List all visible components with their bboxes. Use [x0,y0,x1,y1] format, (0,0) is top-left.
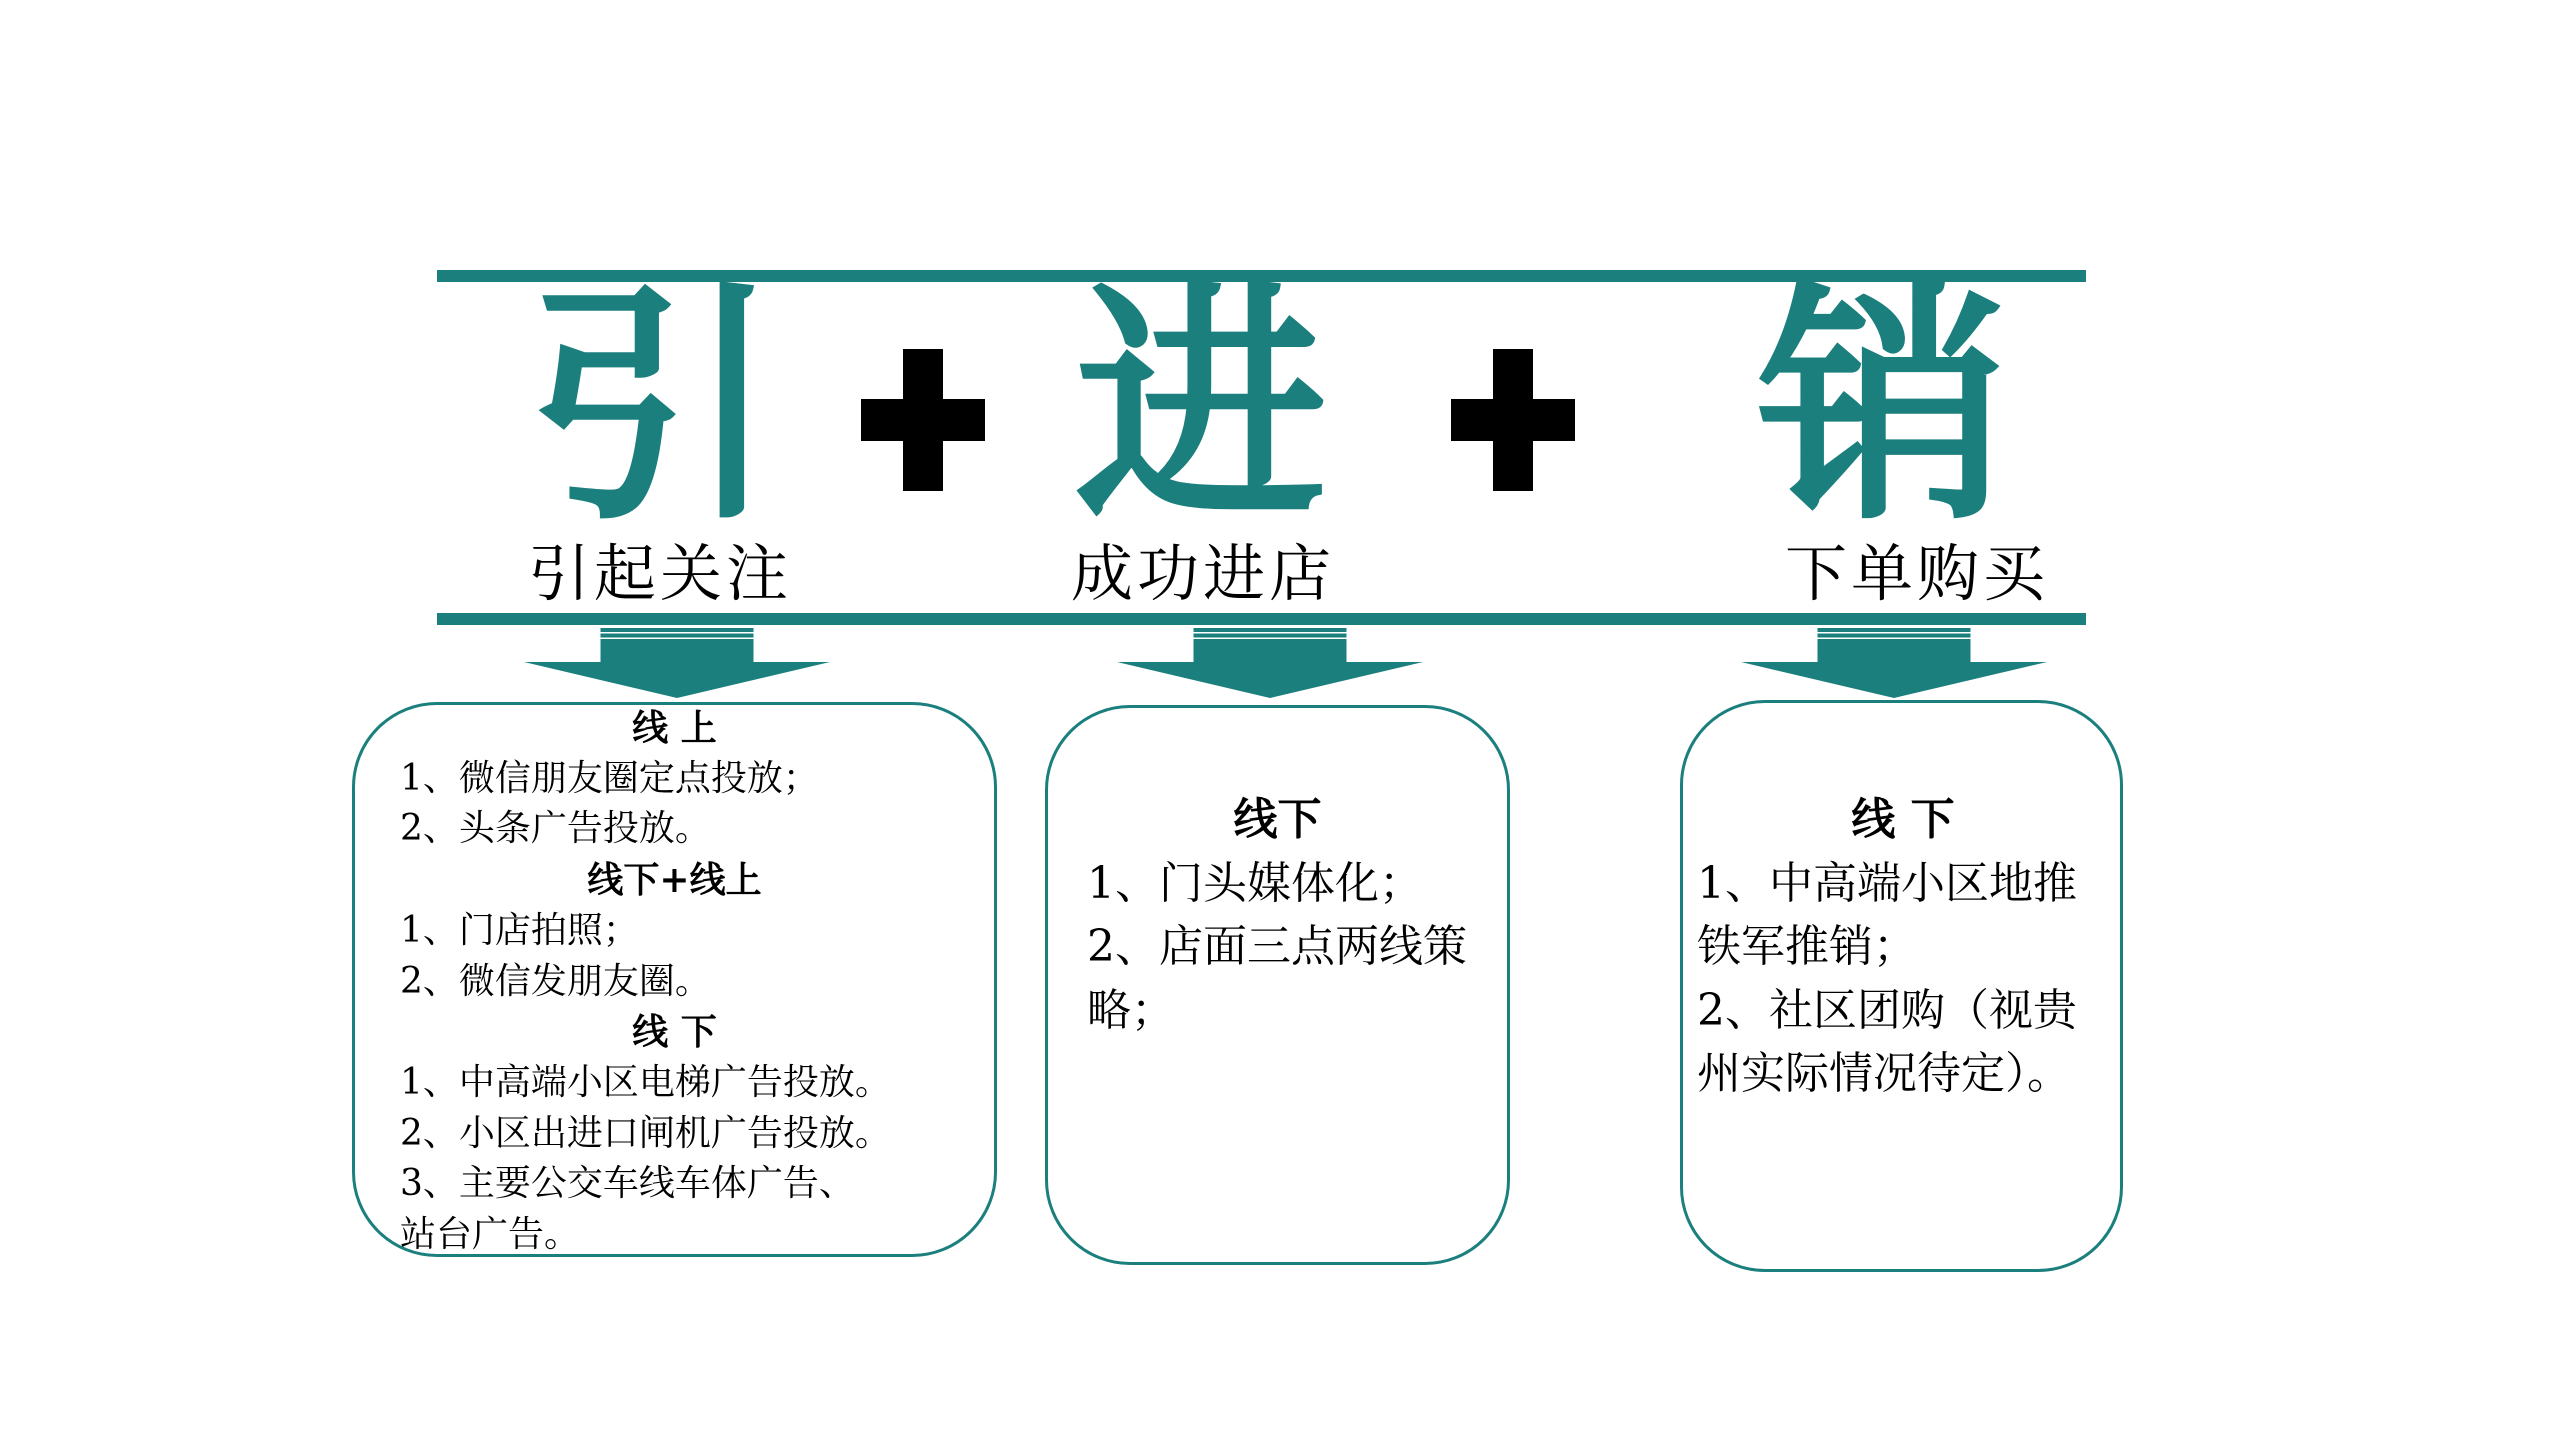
stage-subtitle-attract: 引起关注 [527,537,792,610]
box-line: 略； [1087,984,1175,1036]
striped-down-arrow-icon [524,628,830,698]
box-line: 1、中高端小区电梯广告投放。 [400,1061,891,1103]
plus-icon [1451,349,1575,491]
stage-subtitle-sell: 下单购买 [1784,537,2049,610]
strategy-box-enter-content [1045,788,1510,1042]
box-section-title: 线下+线上 [587,859,762,902]
plus-horizontal-bar [1451,399,1575,441]
box-line: 2、头条广告投放。 [400,808,711,850]
box-line: 1、门头媒体化； [1087,857,1423,909]
striped-down-arrow-icon [1117,628,1423,698]
box-line: 2、店面三点两线策 [1087,921,1467,972]
striped-down-arrow-icon [1741,628,2047,698]
box-section-title: 线 下 [1851,794,1955,845]
box-line: 3、主要公交车线车体广告、 [400,1163,855,1205]
stage-char-enter: 进 [1074,261,1327,554]
box-line: 站台广告。 [400,1214,581,1256]
stage-char-attract: 引 [526,261,779,554]
box-line: 2、小区出进口闸机广告投放。 [400,1112,891,1154]
box-line: 1、中高端小区地推 [1697,857,2077,909]
box-line: 2、社区团购（视贵 [1697,984,2077,1036]
box-section-title: 线 下 [632,1011,717,1054]
box-section-title: 线下 [1233,794,1322,845]
plus-horizontal-bar [861,399,985,441]
stage-char-sell: 销 [1756,261,2009,554]
box-line: 2、微信发朋友圈。 [400,960,711,1002]
box-line: 铁军推销； [1697,921,1917,972]
plus-icon [861,349,985,491]
stage-subtitle-enter: 成功进店 [1070,537,1335,610]
strategy-box-sell-content [1683,788,2123,1106]
box-line: 州实际情况待定）。 [1697,1048,2071,1099]
bottom-divider [437,613,2086,625]
box-line: 1、门店拍照； [400,909,639,951]
box-section-title: 线 上 [632,707,717,749]
box-line: 1、微信朋友圈定点投放； [400,757,819,799]
strategy-box-attract-content [352,703,997,1261]
